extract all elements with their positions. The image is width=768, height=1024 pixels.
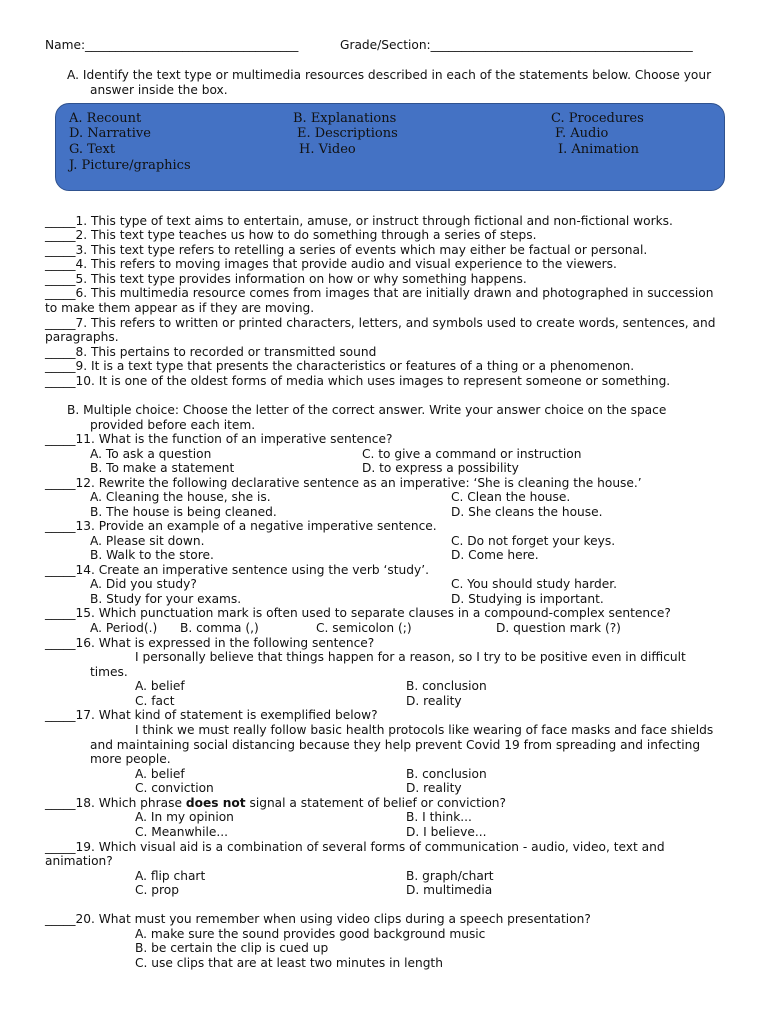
q14-option-d: D. Studying is important. (451, 592, 604, 606)
q13-option-b: B. Walk to the store. (90, 548, 214, 562)
q12-option-b: B. The house is being cleaned. (90, 505, 277, 519)
item-1: _____1. This type of text aims to entertain, amuse, or instruct through fictional and non-fictional works. (45, 214, 673, 228)
choice-c: C. Procedures (551, 111, 644, 126)
q12-option-c: C. Clean the house. (451, 490, 571, 504)
question-13: _____13. Provide an example of a negative imperative sentence. (45, 519, 437, 533)
choice-e: E. Descriptions (297, 126, 398, 141)
q20-option-b: B. be certain the clip is cued up (135, 941, 329, 955)
q18-option-b: B. I think... (406, 810, 472, 824)
q14-option-a: A. Did you study? (90, 577, 197, 591)
q17-option-a: A. belief (135, 767, 185, 781)
item-5: _____5. This text type provides information on how or why something happens. (45, 272, 527, 286)
part-b-instruction-cont: provided before each item. (90, 418, 256, 432)
q20-option-a: A. make sure the sound provides good background music (135, 927, 486, 941)
q13-option-d: D. Come here. (451, 548, 539, 562)
q11-option-d: D. to express a possibility (362, 461, 519, 475)
q15-option-c: C. semicolon (;) (316, 621, 412, 635)
q19-option-c: C. prop (135, 883, 179, 897)
q13-option-a: A. Please sit down. (90, 534, 205, 548)
q19-option-b: B. graph/chart (406, 869, 494, 883)
q18-option-a: A. In my opinion (135, 810, 234, 824)
question-19-cont: animation? (45, 854, 113, 868)
choice-g: G. Text (69, 142, 116, 157)
q16-option-a: A. belief (135, 679, 185, 693)
q17-sentence-end: more people. (90, 752, 171, 766)
q11-option-c: C. to give a command or instruction (362, 447, 582, 461)
q18-text-end: signal a statement of belief or conviction? (245, 796, 506, 810)
q17-sentence-cont: and maintaining social distancing because they help prevent Covid 19 from spreading and infecting (90, 738, 701, 752)
q11-option-b: B. To make a statement (90, 461, 235, 475)
item-6-cont: to make them appear as if they are moving. (45, 301, 315, 315)
choice-b: B. Explanations (293, 111, 397, 126)
grade-section-field-label[interactable]: Grade/Section:___________________________________________ (340, 38, 693, 52)
item-6: _____6. This multimedia resource comes from images that are initially drawn and photographed in succession (45, 286, 714, 300)
q17-option-d: D. reality (406, 781, 462, 795)
q15-option-b: B. comma (,) (180, 621, 259, 635)
q17-sentence: I think we must really follow basic health protocols like wearing of face masks and face shields (135, 723, 714, 737)
item-3: _____3. This text type refers to retelling a series of events which may either be factual or personal. (45, 243, 648, 257)
choice-j: J. Picture/graphics (69, 158, 191, 173)
item-7-cont: paragraphs. (45, 330, 119, 344)
part-a-instruction: A. Identify the text type or multimedia resources described in each of the statements below. Choose your (67, 68, 712, 82)
choice-i: I. Animation (558, 142, 639, 157)
q16-option-c: C. fact (135, 694, 175, 708)
item-10: _____10. It is one of the oldest forms of media which uses images to represent someone or something. (45, 374, 671, 388)
choice-f: F. Audio (555, 126, 609, 141)
q16-option-b: B. conclusion (406, 679, 487, 693)
part-b-instruction: B. Multiple choice: Choose the letter of the correct answer. Write your answer choice on the space (67, 403, 667, 417)
question-12: _____12. Rewrite the following declarative sentence as an imperative: ‘She is cleaning the house.’ (45, 476, 642, 490)
question-17: _____17. What kind of statement is exemplified below? (45, 708, 378, 722)
q19-option-a: A. flip chart (135, 869, 206, 883)
q16-sentence-cont: times. (90, 665, 128, 679)
choice-a: A. Recount (69, 111, 142, 126)
choice-d: D. Narrative (69, 126, 151, 141)
name-field-label[interactable]: Name:___________________________________ (45, 38, 299, 52)
q15-option-a: A. Period(.) (90, 621, 158, 635)
question-11: _____11. What is the function of an imperative sentence? (45, 432, 393, 446)
q14-option-c: C. You should study harder. (451, 577, 618, 591)
item-4: _____4. This refers to moving images that provide audio and visual experience to the viewers. (45, 257, 617, 271)
q14-option-b: B. Study for your exams. (90, 592, 242, 606)
question-19: _____19. Which visual aid is a combination of several forms of communication - audio, video, text and (45, 840, 665, 854)
q18-text-start: _____18. Which phrase (45, 796, 186, 810)
q12-option-a: A. Cleaning the house, she is. (90, 490, 271, 504)
q18-option-c: C. Meanwhile... (135, 825, 229, 839)
question-20: _____20. What must you remember when using video clips during a speech presentation? (45, 912, 591, 926)
part-a-instruction-cont: answer inside the box. (90, 83, 228, 97)
choice-h: H. Video (299, 142, 356, 157)
question-15: _____15. Which punctuation mark is often used to separate clauses in a compound-complex sentence? (45, 606, 671, 620)
item-2: _____2. This text type teaches us how to do something through a series of steps. (45, 228, 537, 242)
q11-option-a: A. To ask a question (90, 447, 212, 461)
q16-sentence: I personally believe that things happen for a reason, so I try to be positive even in difficult (135, 650, 686, 664)
question-18 (45, 796, 506, 811)
q17-option-c: C. conviction (135, 781, 214, 795)
q12-option-d: D. She cleans the house. (451, 505, 603, 519)
q15-option-d: D. question mark (?) (496, 621, 621, 635)
q18-emphasis: does not (185, 796, 246, 810)
q16-option-d: D. reality (406, 694, 462, 708)
item-7: _____7. This refers to written or printed characters, letters, and symbols used to create words, sentences, and (45, 316, 716, 330)
item-9: _____9. It is a text type that presents the characteristics or features of a thing or a phenomenon. (45, 359, 635, 373)
q17-option-b: B. conclusion (406, 767, 487, 781)
q13-option-c: C. Do not forget your keys. (451, 534, 616, 548)
question-16: _____16. What is expressed in the following sentence? (45, 636, 375, 650)
q18-option-d: D. I believe... (406, 825, 487, 839)
q19-option-d: D. multimedia (406, 883, 493, 897)
question-14: _____14. Create an imperative sentence using the verb ‘study’. (45, 563, 429, 577)
q20-option-c: C. use clips that are at least two minutes in length (135, 956, 443, 970)
item-8: _____8. This pertains to recorded or transmitted sound (45, 345, 377, 359)
